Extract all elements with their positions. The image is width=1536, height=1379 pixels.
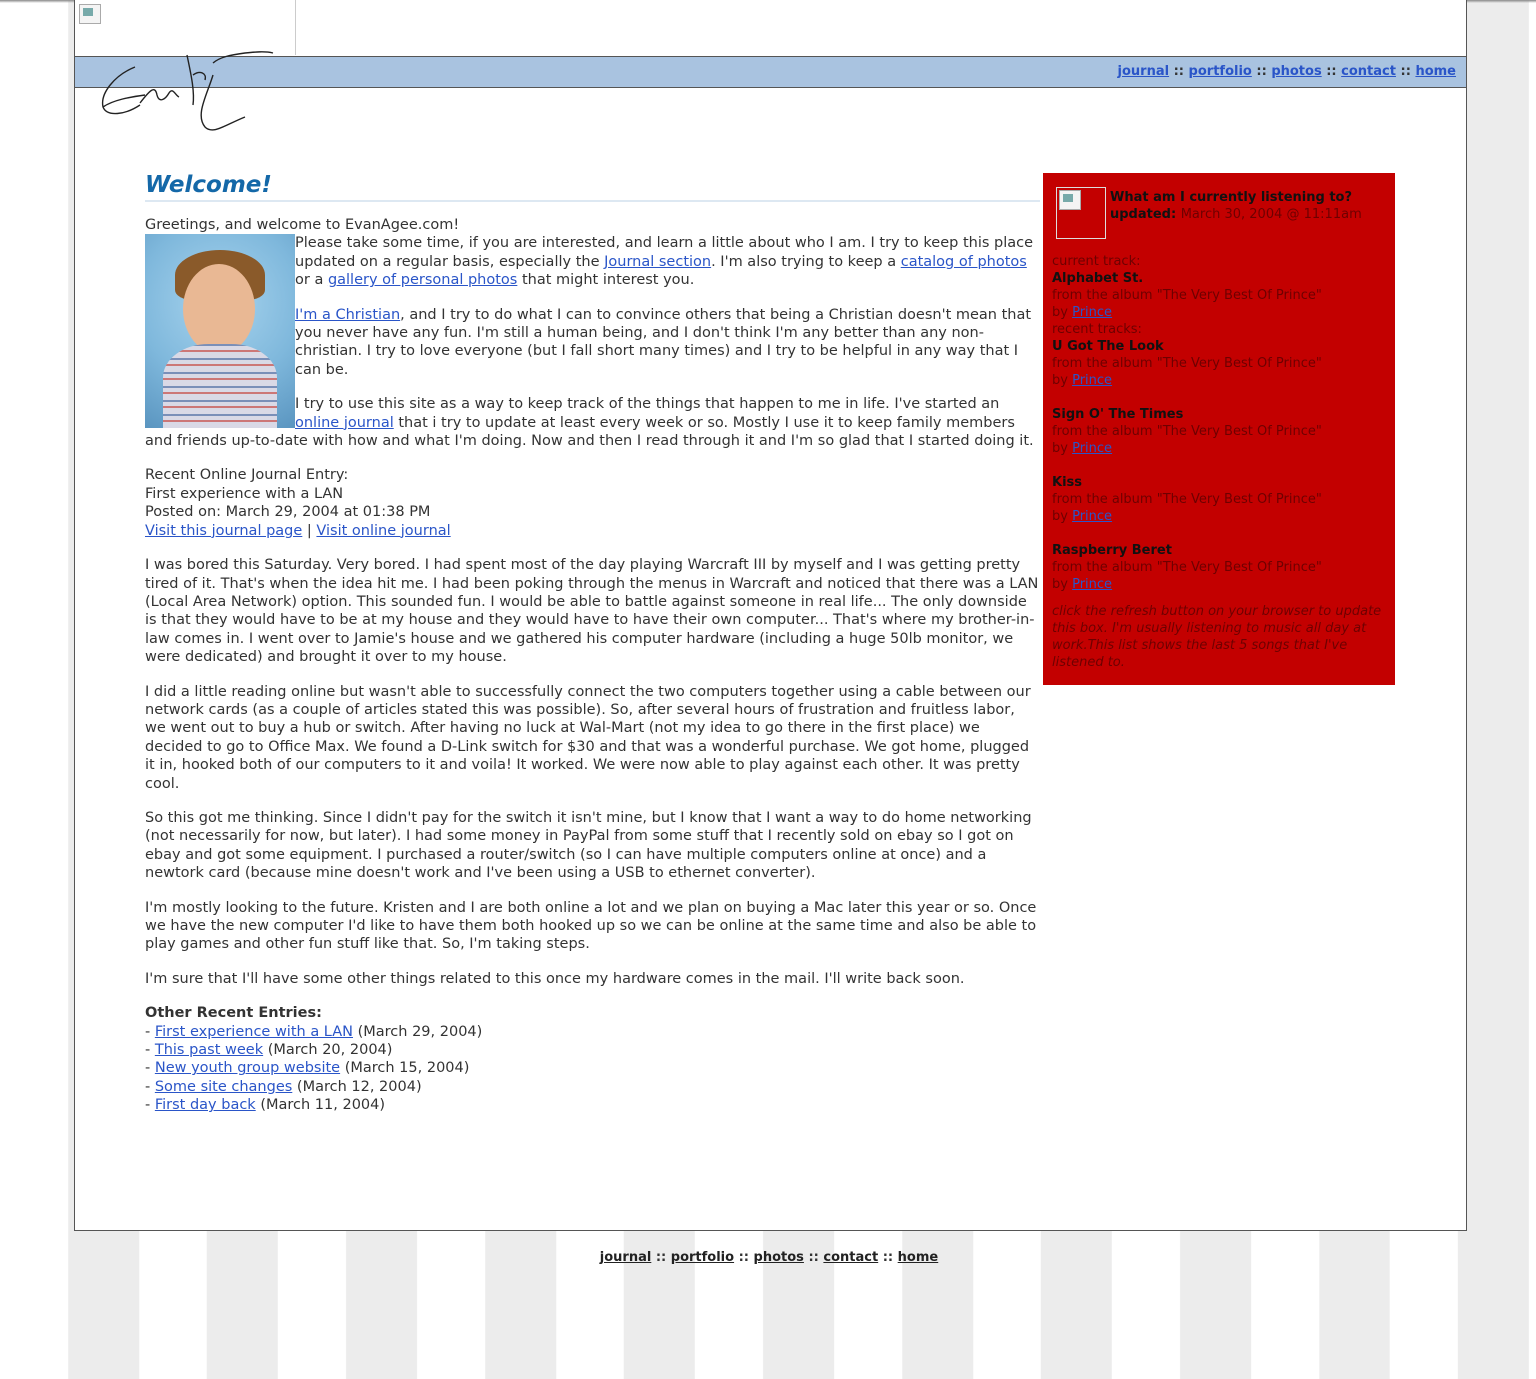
album-art-image (1056, 187, 1106, 239)
recent-entry-title: First experience with a LAN (145, 485, 344, 502)
nav-portfolio-link[interactable]: portfolio (1188, 64, 1252, 79)
track-album: from the album "The Very Best Of Prince" (1052, 492, 1322, 507)
photo-face (183, 264, 255, 354)
intro-text: , and I try to do what I can to convince others that being a Christian doesn't mean that you never have any fun. I'm still a human being, and I don't think I'm any better than any non-christian. I try to love everyone (but I fall short many times) and I try to be helpful in any way that I can be. (295, 306, 1032, 378)
refresh-note: click the refresh button on your browser to update this box. I'm usually listening to music all day at work.This list shows the last 5 songs that I've listened to. (1052, 604, 1382, 670)
nav-separator: :: (655, 1250, 667, 1265)
journal-paragraph-4: I'm mostly looking to the future. Kristen and I are both online a lot and we plan on buying a Mac later this year or so. Once we have the new computer I'd like to have them both hooked up so we can be online at the same time and also be able to play games and other fun stuff like that. So, I'm taking steps. (145, 899, 1037, 953)
sidebar-title-text: What am I currently listening to? (1110, 190, 1353, 205)
track-name: Sign O' The Times (1052, 407, 1184, 422)
other-entry-date: (March 20, 2004) (267, 1042, 393, 1059)
track-item (1052, 338, 1385, 389)
broken-image-icon (1059, 190, 1081, 210)
journal-section-link[interactable]: Journal section (604, 253, 712, 270)
gallery-photos-link[interactable]: gallery of personal photos (327, 272, 518, 289)
footer-home-link[interactable]: home (897, 1250, 939, 1265)
other-entry-link[interactable]: First experience with a LAN (154, 1023, 353, 1040)
nav-separator: :: (808, 1250, 819, 1265)
other-entry-date: (March 15, 2004) (344, 1060, 470, 1077)
track-item (1052, 406, 1385, 457)
nav-separator: :: (882, 1250, 894, 1265)
visit-journal-page-link[interactable]: Visit this journal page (145, 522, 303, 539)
intro-text: . I'm also trying to keep a (711, 253, 901, 270)
footer-journal-link[interactable]: journal (599, 1250, 652, 1265)
track-by: by (1052, 373, 1068, 388)
footer-portfolio-link[interactable]: portfolio (670, 1250, 735, 1265)
nav-separator: :: (1400, 64, 1411, 79)
recent-tracks-label: recent tracks: (1052, 322, 1142, 337)
sidebar-title (1110, 189, 1390, 223)
artist-link[interactable]: Prince (1072, 441, 1113, 456)
page-title: Welcome! (145, 172, 1040, 202)
journal-paragraph-3: So this got me thinking. Since I didn't pay for the switch it isn't mine, but I know that I want a way to do home networking (not necessarily for now, but later). I had some money in PayPal from some stuff that I recently sold on ebay so I got on ebay and got some equipment. I purchased a router/switch (so I can have multiple computers online at once) and a newtork card (because mine doesn't work and I've been using a USB to ethernet converter). (145, 809, 1032, 882)
other-entries-section: Other Recent Entries: - First experience with a LAN (March 29, 2004) - This past week (March 20, 2004) - New youth group website (March 15, 2004) - Some site changes (March 12, 2004) - First day back (March 11, 2004) (145, 1005, 483, 1114)
journal-paragraph-1: I was bored this Saturday. Very bored. I had spent most of the day playing Warcraft III by myself and I was getting pretty tired of it. That's when the idea hit me. I had been poking through the menus in Warcraft and noticed that there was a LAN (Local Area Network) option. This sounded fun. I would be able to battle against someone in real life... The only downside is that they would have to be at my house and they would have to have their own computer... That's where my brother-in-law comes in. I went over to Jamie's house and we gathered his computer hardware (including a huge 50lb monitor, we were dedicated) and brought it over to my house. (145, 557, 1039, 666)
intro-text: that might interest you. (517, 272, 695, 289)
photo-shirt (163, 344, 277, 428)
nav-contact-link[interactable]: contact (1341, 64, 1396, 79)
other-entry-date: (March 29, 2004) (357, 1023, 483, 1040)
track-by: by (1052, 577, 1068, 592)
artist-link[interactable]: Prince (1072, 305, 1113, 320)
track-item (1052, 542, 1385, 593)
track-by: by (1052, 441, 1068, 456)
nav-separator: :: (1326, 64, 1337, 79)
recent-entry-date: Posted on: March 29, 2004 at 01:38 PM (145, 504, 431, 521)
track-name: Kiss (1052, 475, 1083, 490)
spacer (1052, 525, 1385, 542)
intro-text: Please take some time, if you are interested, and learn a little about who I am. I try to keep this place updated on a regular basis, especially the (295, 235, 1034, 270)
greeting-text: Greetings, and welcome to EvanAgee.com! (145, 217, 460, 233)
track-album: from the album "The Very Best Of Prince" (1052, 288, 1322, 303)
track-by: by (1052, 509, 1068, 524)
other-entry-date: (March 12, 2004) (296, 1078, 422, 1095)
broken-image-icon (79, 4, 101, 24)
christian-link[interactable]: I'm a Christian (295, 306, 401, 323)
other-entry-link[interactable]: This past week (154, 1042, 264, 1059)
track-album: from the album "The Very Best Of Prince" (1052, 560, 1322, 575)
intro-text: that i try to update at least every week or so. Mostly I use it to keep family members and friends up-to-date with how and what I'm doing. Now and then I read through it and I'm so glad that I started doing it. (145, 414, 1034, 450)
spacer (1052, 457, 1385, 474)
spacer (1052, 389, 1385, 406)
artist-link[interactable]: Prince (1072, 373, 1113, 388)
updated-label: updated: (1110, 207, 1177, 222)
nav-separator: :: (1173, 64, 1185, 79)
catalog-photos-link[interactable]: catalog of photos (900, 253, 1027, 270)
signature-logo (95, 45, 285, 135)
footer-contact-link[interactable]: contact (823, 1250, 879, 1265)
track-name: Raspberry Beret (1052, 543, 1172, 558)
track-name: Alphabet St. (1052, 271, 1144, 286)
recent-entry-block (145, 466, 1040, 540)
nav-journal-link[interactable]: journal (1117, 64, 1170, 79)
now-playing-sidebar (1043, 173, 1395, 685)
current-track-label: current track: (1052, 254, 1141, 269)
main-content (145, 172, 1040, 1115)
recent-entry-label: Recent Online Journal Entry: (145, 467, 349, 484)
artist-link[interactable]: Prince (1072, 509, 1113, 524)
other-entry-link[interactable]: New youth group website (154, 1060, 341, 1077)
artist-link[interactable]: Prince (1072, 577, 1113, 592)
sidebar-header (1052, 187, 1385, 253)
page-frame (74, 0, 1467, 1231)
nav-separator: :: (1256, 64, 1267, 79)
track-by: by (1052, 305, 1068, 320)
visit-online-journal-link[interactable]: Visit online journal (316, 522, 451, 539)
nav-home-link[interactable]: home (1415, 64, 1456, 79)
footer-photos-link[interactable]: photos (753, 1250, 804, 1265)
other-entry-link[interactable]: Some site changes (154, 1078, 293, 1095)
intro-text: I try to use this site as a way to keep track of the things that happen to me in life. I've started an (295, 396, 1000, 413)
profile-photo (145, 234, 295, 428)
nav-photos-link[interactable]: photos (1271, 64, 1322, 79)
track-item (1052, 270, 1385, 321)
other-entries-heading: Other Recent Entries: (145, 1005, 322, 1022)
updated-value: March 30, 2004 @ 11:11am (1180, 207, 1362, 222)
footer-nav (0, 1250, 1536, 1265)
nav-separator: :: (738, 1250, 750, 1265)
journal-paragraph-5: I'm sure that I'll have some other things related to this once my hardware comes in the mail. I'll write back soon. (145, 970, 965, 987)
online-journal-link[interactable]: online journal (295, 414, 394, 431)
link-separator: | (306, 522, 312, 539)
top-nav-links (1118, 64, 1456, 79)
intro-text: or a (295, 272, 328, 289)
track-item (1052, 474, 1385, 525)
journal-paragraph-2: I did a little reading online but wasn't able to successfully connect the two computers together using a cable between our network cards (as a couple of articles stated this was possible). So, after several hours of frustration and fruitless labor, we went out to buy a hub or switch. After having no luck at Wal-Mart (not my idea to go there in the first place) we decided to go to Office Max. We found a D-Link switch for $30 and that was a wonderful purchase. We got home, plugged it in, hooked both of our computers to it and voila! It worked. We were now able to play against each other. It was pretty cool. (145, 683, 1031, 792)
other-entry-link[interactable]: First day back (154, 1097, 256, 1114)
other-entry-date: (March 11, 2004) (260, 1097, 386, 1114)
track-name: U Got The Look (1052, 339, 1164, 354)
track-album: from the album "The Very Best Of Prince" (1052, 424, 1322, 439)
track-album: from the album "The Very Best Of Prince" (1052, 356, 1322, 371)
